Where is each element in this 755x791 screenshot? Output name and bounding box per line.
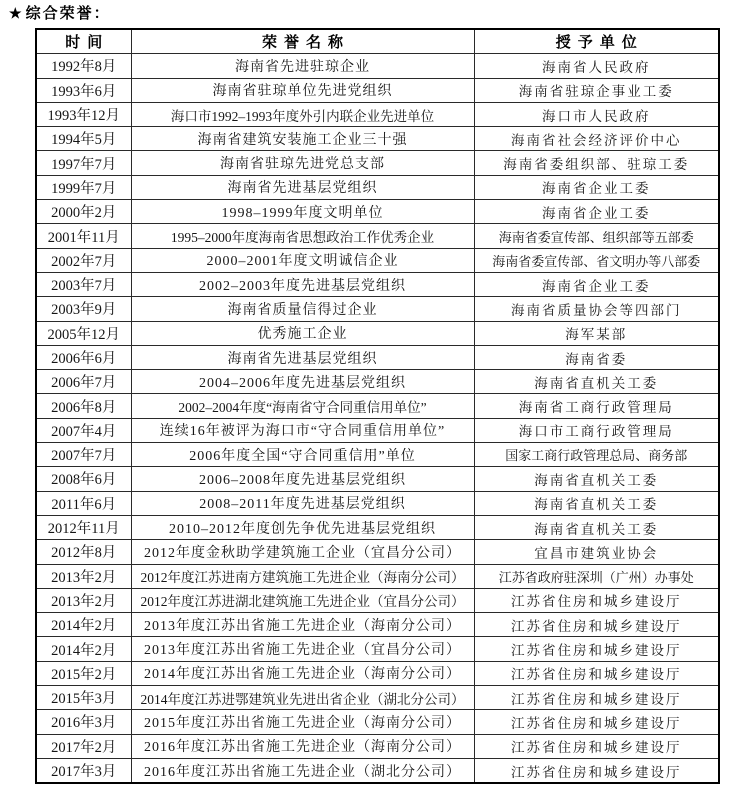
table-row — [36, 564, 719, 588]
row-honor-cell: 2000–2001年度文明诚信企业 — [131, 248, 474, 272]
row-honor-cell: 海南省驻琼单位先进党组织 — [131, 78, 474, 102]
table-row — [36, 321, 719, 345]
row-unit-cell: 海南省社会经济评价中心 — [474, 127, 719, 151]
table-row — [36, 200, 719, 224]
row-honor-cell: 2012年度金秋助学建筑施工企业（宜昌分公司） — [131, 540, 474, 564]
table-row — [36, 734, 719, 758]
row-time-cell: 2017年3月 — [36, 758, 131, 783]
row-honor-cell: 连续16年被评为海口市“守合同重信用单位” — [131, 418, 474, 442]
row-unit-cell: 江苏省住房和城乡建设厅 — [474, 588, 719, 612]
table-row — [36, 394, 719, 418]
row-unit-cell: 江苏省住房和城乡建设厅 — [474, 734, 719, 758]
table-row — [36, 297, 719, 321]
row-time-cell: 2006年8月 — [36, 394, 131, 418]
row-honor-cell: 海南省先进基层党组织 — [131, 175, 474, 199]
row-unit-cell: 海南省质量协会等四部门 — [474, 297, 719, 321]
row-honor-cell: 海南省质量信得过企业 — [131, 297, 474, 321]
row-time-cell: 2012年8月 — [36, 540, 131, 564]
row-unit-cell: 江苏省住房和城乡建设厅 — [474, 710, 719, 734]
row-time-cell: 2005年12月 — [36, 321, 131, 345]
row-time-cell: 2003年9月 — [36, 297, 131, 321]
table-header-row — [36, 29, 719, 54]
row-honor-cell: 优秀施工企业 — [131, 321, 474, 345]
row-honor-cell: 海南省先进驻琼企业 — [131, 54, 474, 78]
table-row — [36, 224, 719, 248]
table-row — [36, 418, 719, 442]
table-row — [36, 272, 719, 296]
row-time-cell: 2012年11月 — [36, 515, 131, 539]
row-time-cell: 2015年2月 — [36, 661, 131, 685]
row-honor-cell: 2002–2004年度“海南省守合同重信用单位” — [131, 394, 474, 418]
row-unit-cell: 海南省企业工委 — [474, 175, 719, 199]
row-unit-cell: 海南省企业工委 — [474, 272, 719, 296]
row-honor-cell: 2015年度江苏出省施工先进企业（海南分公司） — [131, 710, 474, 734]
column-header-unit: 授予单位 — [474, 29, 719, 54]
row-unit-cell: 海南省直机关工委 — [474, 515, 719, 539]
row-honor-cell: 2006–2008年度先进基层党组织 — [131, 467, 474, 491]
table-row — [36, 54, 719, 78]
row-unit-cell: 江苏省住房和城乡建设厅 — [474, 637, 719, 661]
row-time-cell: 2003年7月 — [36, 272, 131, 296]
table-row — [36, 661, 719, 685]
row-time-cell: 1999年7月 — [36, 175, 131, 199]
row-time-cell: 2000年2月 — [36, 200, 131, 224]
row-time-cell: 1992年8月 — [36, 54, 131, 78]
row-unit-cell: 江苏省住房和城乡建设厅 — [474, 686, 719, 710]
table-row — [36, 127, 719, 151]
table-row — [36, 443, 719, 467]
row-time-cell: 2013年2月 — [36, 588, 131, 612]
row-unit-cell: 海南省委宣传部、省文明办等八部委 — [474, 248, 719, 272]
table-row — [36, 491, 719, 515]
row-unit-cell: 海南省工商行政管理局 — [474, 394, 719, 418]
row-time-cell: 2001年11月 — [36, 224, 131, 248]
row-time-cell: 1994年5月 — [36, 127, 131, 151]
section-title — [9, 2, 111, 23]
row-time-cell: 1997年7月 — [36, 151, 131, 175]
table-row — [36, 78, 719, 102]
row-honor-cell: 2006年度全国“守合同重信用”单位 — [131, 443, 474, 467]
row-unit-cell: 江苏省政府驻深圳（广州）办事处 — [474, 564, 719, 588]
row-unit-cell: 海南省企业工委 — [474, 200, 719, 224]
table-row — [36, 540, 719, 564]
row-unit-cell: 海南省委组织部、驻琼工委 — [474, 151, 719, 175]
row-time-cell: 2007年4月 — [36, 418, 131, 442]
row-honor-cell: 2016年度江苏出省施工先进企业（海南分公司） — [131, 734, 474, 758]
row-time-cell: 2011年6月 — [36, 491, 131, 515]
table-row — [36, 686, 719, 710]
row-unit-cell: 海军某部 — [474, 321, 719, 345]
row-honor-cell: 海南省建筑安装施工企业三十强 — [131, 127, 474, 151]
row-unit-cell: 海口市人民政府 — [474, 102, 719, 126]
row-honor-cell: 海南省驻琼先进党总支部 — [131, 151, 474, 175]
star-icon: ★ — [9, 7, 24, 22]
row-honor-cell: 2013年度江苏出省施工先进企业（海南分公司） — [131, 613, 474, 637]
table-row — [36, 102, 719, 126]
row-unit-cell: 江苏省住房和城乡建设厅 — [474, 758, 719, 783]
table-row — [36, 515, 719, 539]
row-honor-cell: 2004–2006年度先进基层党组织 — [131, 370, 474, 394]
row-honor-cell: 海南省先进基层党组织 — [131, 345, 474, 369]
row-unit-cell: 江苏省住房和城乡建设厅 — [474, 661, 719, 685]
row-unit-cell: 海南省直机关工委 — [474, 370, 719, 394]
table-body — [36, 54, 719, 783]
row-honor-cell: 2016年度江苏出省施工先进企业（湖北分公司） — [131, 758, 474, 783]
row-honor-cell: 2013年度江苏出省施工先进企业（宜昌分公司） — [131, 637, 474, 661]
row-time-cell: 2016年3月 — [36, 710, 131, 734]
row-unit-cell: 海口市工商行政管理局 — [474, 418, 719, 442]
row-unit-cell: 国家工商行政管理总局、商务部 — [474, 443, 719, 467]
row-unit-cell: 海南省直机关工委 — [474, 467, 719, 491]
column-header-time: 时间 — [36, 29, 131, 54]
table-row — [36, 758, 719, 783]
row-unit-cell: 江苏省住房和城乡建设厅 — [474, 613, 719, 637]
row-time-cell: 2006年7月 — [36, 370, 131, 394]
row-time-cell: 2013年2月 — [36, 564, 131, 588]
row-time-cell: 2014年2月 — [36, 637, 131, 661]
row-time-cell: 1993年6月 — [36, 78, 131, 102]
row-time-cell: 2006年6月 — [36, 345, 131, 369]
row-time-cell: 1993年12月 — [36, 102, 131, 126]
table-row — [36, 467, 719, 491]
table-row — [36, 710, 719, 734]
row-honor-cell: 2010–2012年度创先争优先进基层党组织 — [131, 515, 474, 539]
table-row — [36, 588, 719, 612]
row-honor-cell: 2012年度江苏进南方建筑施工先进企业（海南分公司） — [131, 564, 474, 588]
table-row — [36, 637, 719, 661]
table-row — [36, 370, 719, 394]
row-honor-cell: 海口市1992–1993年度外引内联企业先进单位 — [131, 102, 474, 126]
honors-table — [35, 28, 720, 784]
row-time-cell: 2002年7月 — [36, 248, 131, 272]
table-row — [36, 613, 719, 637]
row-time-cell: 2008年6月 — [36, 467, 131, 491]
row-time-cell: 2017年2月 — [36, 734, 131, 758]
row-honor-cell: 2012年度江苏进湖北建筑施工先进企业（宜昌分公司） — [131, 588, 474, 612]
table-row — [36, 175, 719, 199]
section-title-text: 综合荣誉： — [25, 6, 111, 22]
table-row — [36, 345, 719, 369]
row-time-cell: 2015年3月 — [36, 686, 131, 710]
row-honor-cell: 2014年度江苏进鄂建筑业先进出省企业（湖北分公司） — [131, 686, 474, 710]
row-unit-cell: 海南省直机关工委 — [474, 491, 719, 515]
table-row — [36, 151, 719, 175]
row-unit-cell: 海南省驻琼企事业工委 — [474, 78, 719, 102]
row-honor-cell: 1995–2000年度海南省思想政治工作优秀企业 — [131, 224, 474, 248]
row-unit-cell: 海南省委 — [474, 345, 719, 369]
row-honor-cell: 2002–2003年度先进基层党组织 — [131, 272, 474, 296]
row-unit-cell: 海南省人民政府 — [474, 54, 719, 78]
row-time-cell: 2007年7月 — [36, 443, 131, 467]
row-unit-cell: 宜昌市建筑业协会 — [474, 540, 719, 564]
row-honor-cell: 1998–1999年度文明单位 — [131, 200, 474, 224]
row-unit-cell: 海南省委宣传部、组织部等五部委 — [474, 224, 719, 248]
row-time-cell: 2014年2月 — [36, 613, 131, 637]
row-honor-cell: 2008–2011年度先进基层党组织 — [131, 491, 474, 515]
table-row — [36, 248, 719, 272]
row-honor-cell: 2014年度江苏出省施工先进企业（海南分公司） — [131, 661, 474, 685]
column-header-honor: 荣誉名称 — [131, 29, 474, 54]
